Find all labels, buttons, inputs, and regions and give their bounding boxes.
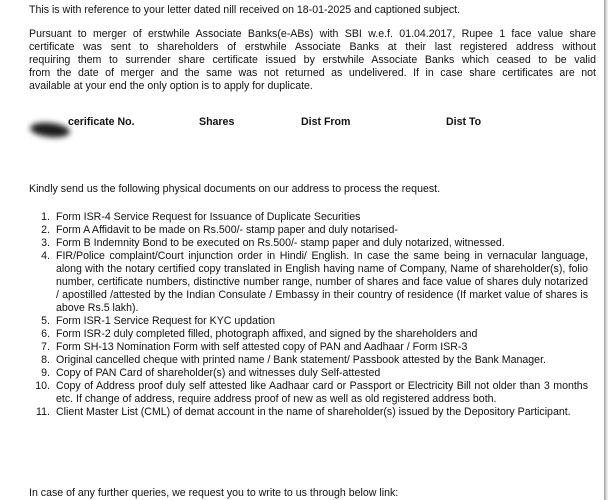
item-text: Copy of PAN Card of shareholder(s) and witnesses duly Self-attested bbox=[56, 367, 381, 379]
window-edge bbox=[604, 0, 608, 500]
list-item bbox=[28, 224, 588, 237]
item-text: Form ISR-2 duly completed filled, photograph affixed, and signed by the shareholders and bbox=[56, 328, 478, 340]
list-item bbox=[28, 341, 588, 354]
intro-line: This is with reference to your letter dated nill received on 18-01-2025 and captioned subject. bbox=[29, 4, 461, 16]
list-item bbox=[28, 406, 588, 419]
item-number: 11. bbox=[36, 406, 50, 418]
item-text: Original cancelled cheque with printed name / Bank statement/ Passbook attested by the Bank Manager. bbox=[56, 354, 546, 366]
item-number: 8. bbox=[41, 354, 50, 366]
list-item bbox=[28, 250, 588, 315]
item-number: 5. bbox=[41, 315, 50, 327]
list-item bbox=[28, 328, 588, 341]
item-number: 4. bbox=[41, 250, 50, 262]
list-item bbox=[28, 211, 588, 224]
paragraph-line: certificate was sent to shareholders of erstwhile Associate Banks at their last registered address without bbox=[29, 41, 596, 53]
item-text: Form SH-13 Nomination Form with self attested copy of PAN and Aadhaar / Form ISR-3 bbox=[56, 341, 468, 353]
paragraph-line: from the date of merger and the same was not returned as undelivered. If in case share certificates are not bbox=[29, 67, 596, 79]
item-number: 1. bbox=[41, 211, 50, 223]
item-text: Copy of Address proof duly self attested like Aadhaar card or Passport or Electricity Bill not older than 3 months etc. If change of address, require address proof of new as well as old registered address both. bbox=[56, 380, 588, 405]
header-shares: Shares bbox=[199, 116, 235, 128]
header-certificate-no: cerificate No. bbox=[68, 116, 135, 128]
list-item bbox=[28, 354, 588, 367]
item-text: FIR/Police complaint/Court injunction order in Hindi/ English. In case the same being in vernacular language, along with the notary certified copy translated in English having name of Company, Name of shareholder(s), folio number, certificate numbers, distinctive number range, number of shares and face value of shares duly notarized / apostilled /attested by the Indian Consulate / Embassy in their country of residence (If market value of shares is above Rs.5 lakh). bbox=[56, 250, 588, 314]
item-text: Form A Affidavit to be made on Rs.500/- stamp paper and duly notarised- bbox=[56, 224, 398, 236]
list-item bbox=[28, 237, 588, 250]
list-item bbox=[28, 315, 588, 328]
merger-paragraph bbox=[29, 28, 596, 93]
item-number: 3. bbox=[41, 237, 50, 249]
item-number: 2. bbox=[41, 224, 50, 236]
list-item bbox=[28, 380, 588, 406]
closing-line: In case of any further queries, we request you to write to us through below link: bbox=[29, 487, 399, 499]
item-number: 7. bbox=[41, 341, 50, 353]
item-text: Form B Indemnity Bond to be executed on Rs.500/- stamp paper and duly notarized, witnessed. bbox=[56, 237, 505, 249]
paragraph-line: Pursuant to merger of erstwhile Associate Banks(e-ABs) with SBI w.e.f. 01.04.2017, Rupee 1 face value share bbox=[29, 28, 596, 40]
item-text: Form ISR-1 Service Request for KYC updation bbox=[56, 315, 276, 327]
item-text: Form ISR-4 Service Request for Issuance of Duplicate Securities bbox=[56, 211, 361, 223]
item-number: 10. bbox=[35, 380, 50, 392]
item-text: Client Master List (CML) of demat account in the name of shareholder(s) issued by the Depository Participant. bbox=[56, 406, 571, 418]
header-dist-from: Dist From bbox=[301, 116, 351, 128]
documents-list bbox=[28, 211, 588, 419]
item-number: 6. bbox=[41, 328, 50, 340]
list-item bbox=[28, 367, 588, 380]
header-dist-to: Dist To bbox=[446, 116, 482, 128]
paragraph-line: requiring them to surrender share certificate issued by erstwhile Associate Banks which ceased to be valid bbox=[29, 54, 596, 66]
paragraph-line: available at your end the only option is to apply for duplicate. bbox=[29, 80, 313, 92]
redaction-mark bbox=[29, 121, 70, 139]
item-number: 9. bbox=[41, 367, 50, 379]
request-line: Kindly send us the following physical documents on our address to process the request. bbox=[29, 183, 441, 195]
